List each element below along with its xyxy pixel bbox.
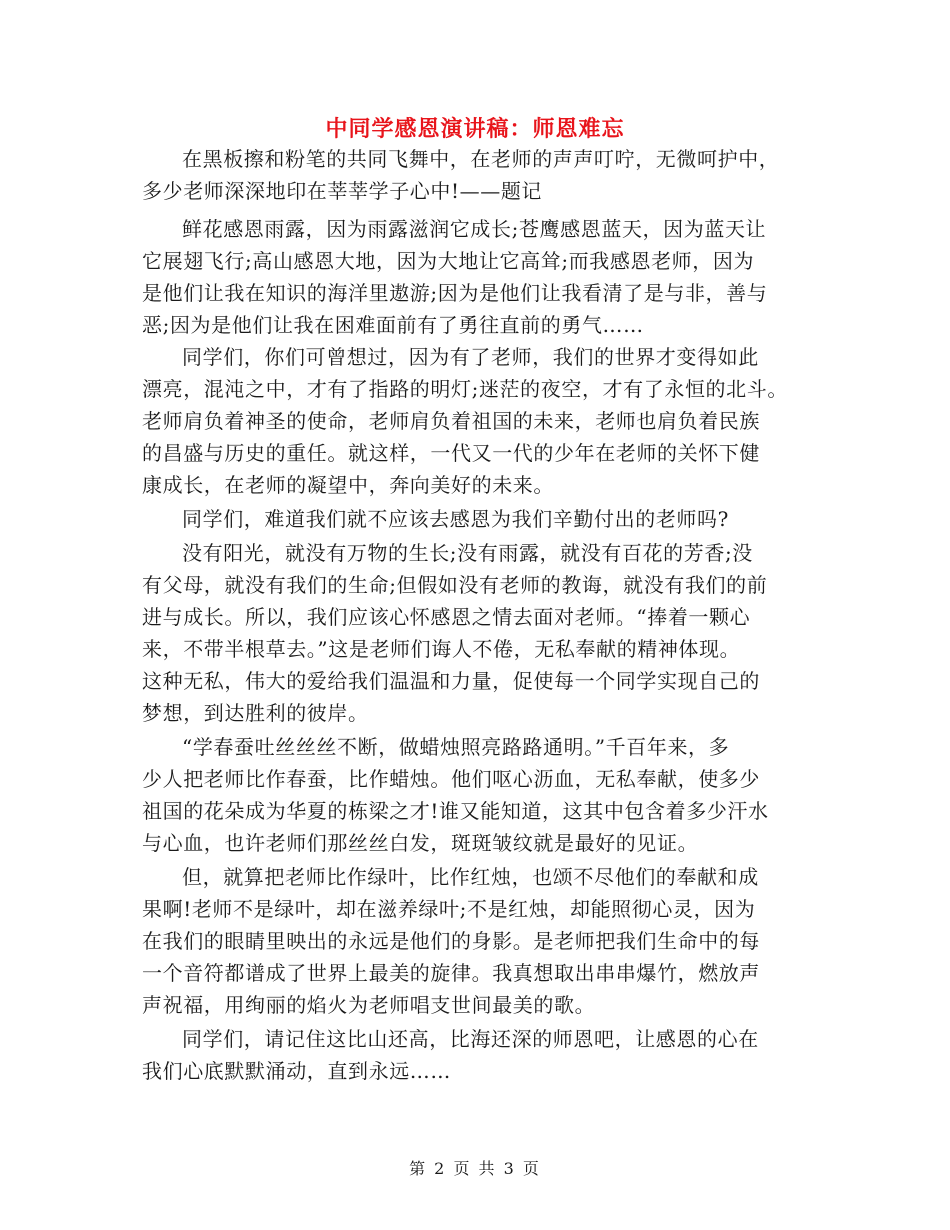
body-line: 同学们，请记住这比山还高，比海还深的师恩吧，让感恩的心在 <box>182 1027 759 1051</box>
body-line: 进与成长。所以，我们应该心怀感恩之情去面对老师。“捧着一颗心 <box>142 605 751 629</box>
body-line: 是他们让我在知识的海洋里遨游;因为是他们让我看清了是与非，善与 <box>142 281 768 305</box>
body-line: 果啊!老师不是绿叶，却在滋养绿叶;不是红烛，却能照彻心灵，因为 <box>142 897 756 921</box>
body-line: 没有阳光，就没有万物的生长;没有雨露，就没有百花的芳香;没 <box>182 541 753 565</box>
body-line: 少人把老师比作春蚕，比作蜡烛。他们呕心沥血，无私奉献，使多少 <box>142 767 760 791</box>
body-line: 同学们，你们可曾想过，因为有了老师，我们的世界才变得如此 <box>182 345 759 369</box>
body-line: 有父母，就没有我们的生命;但假如没有老师的教诲，就没有我们的前 <box>142 573 768 597</box>
body-line: 同学们，难道我们就不应该去感恩为我们辛勤付出的老师吗? <box>182 507 729 531</box>
body-line: 我们心底默默涌动，直到永远…… <box>142 1059 451 1083</box>
body-line: 但，就算把老师比作绿叶，比作红烛，也颂不尽他们的奉献和成 <box>182 865 759 889</box>
body-line: “学春蚕吐丝丝丝不断，做蜡烛照亮路路通明。”千百年来，多 <box>182 735 730 759</box>
body-line: 梦想，到达胜利的彼岸。 <box>142 701 369 725</box>
document-title: 中同学感恩演讲稿：师恩难忘 <box>325 117 625 142</box>
body-line: 一个音符都谱成了世界上最美的旋律。我真想取出串串爆竹，燃放声 <box>142 961 760 985</box>
body-line: 恶;因为是他们让我在困难面前有了勇往直前的勇气…… <box>142 313 644 337</box>
body-line: 祖国的花朵成为华夏的栋梁之才!谁又能知道，这其中包含着多少汗水 <box>142 799 769 823</box>
body-line: 老师肩负着神圣的使命，老师肩负着祖国的未来，老师也肩负着民族 <box>142 409 760 433</box>
body-line: 康成长，在老师的凝望中，奔向美好的未来。 <box>142 473 554 497</box>
body-line: 与心血，也许老师们那丝丝白发，斑斑皱纹就是最好的见证。 <box>142 831 699 855</box>
body-line: 多少老师深深地印在莘莘学子心中!——题记 <box>142 179 543 203</box>
body-line: 鲜花感恩雨露，因为雨露滋润它成长;苍鹰感恩蓝天，因为蓝天让 <box>182 217 767 241</box>
body-line: 在黑板擦和粉笔的共同飞舞中，在老师的声声叮咛，无微呵护中， <box>182 147 780 171</box>
body-line: 它展翅飞行;高山感恩大地，因为大地让它高耸;而我感恩老师，因为 <box>142 249 755 273</box>
page-footer: 第 2 页 共 3 页 <box>409 1159 541 1178</box>
body-line: 漂亮，混沌之中，才有了指路的明灯;迷茫的夜空，才有了永恒的北斗。 <box>142 377 788 401</box>
body-line: 的昌盛与历史的重任。就这样，一代又一代的少年在老师的关怀下健 <box>142 441 760 465</box>
body-line: 在我们的眼睛里映出的永远是他们的身影。是老师把我们生命中的每 <box>142 929 760 953</box>
body-line: 这种无私，伟大的爱给我们温温和力量，促使每一个同学实现自己的 <box>142 669 760 693</box>
body-line: 声祝福，用绚丽的焰火为老师唱支世间最美的歌。 <box>142 993 596 1017</box>
body-line: 来，不带半根草去。”这是老师们诲人不倦，无私奉献的精神体现。 <box>142 637 741 661</box>
